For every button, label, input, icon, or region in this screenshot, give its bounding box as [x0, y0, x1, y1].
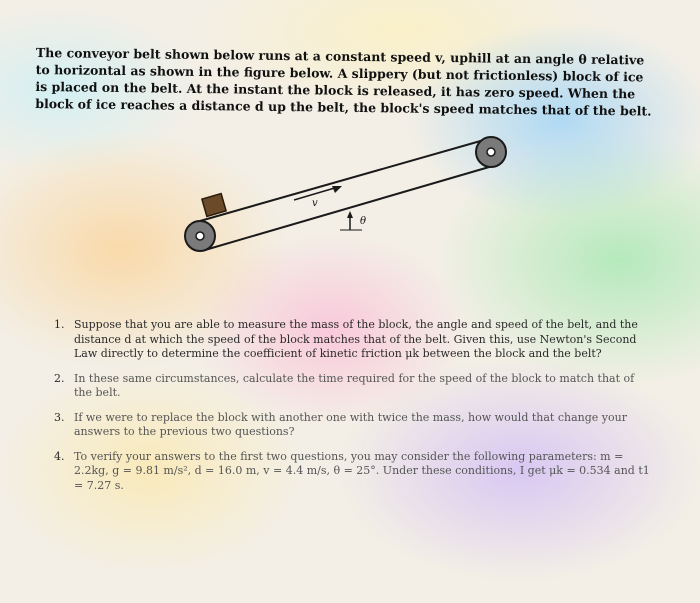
- question-text: In these same circumstances, calculate the time required for the speed of the block to match that of the belt.: [74, 371, 635, 399]
- velocity-label: v: [312, 198, 318, 209]
- question-text: To verify your answers to the first two questions, you may consider the following parameters: m = 2.2kg, g = 9.81 m/s², d = 16.0 m, v = 4.4 m/s, θ = 25°. Under these conditions, I get μk = 0.534 and t1 = 7.27 s.: [74, 449, 650, 492]
- angle-marker: [340, 211, 362, 230]
- question-1: [54, 318, 654, 362]
- question-list: [54, 318, 654, 503]
- question-number: 4.: [54, 449, 65, 463]
- question-text: If we were to replace the block with another one with twice the mass, how would that change your answers to the previous two questions?: [74, 410, 627, 438]
- angle-label: θ: [360, 216, 367, 227]
- question-number: 2.: [54, 371, 65, 385]
- question-number: 1.: [54, 318, 65, 331]
- question-number: 3.: [54, 410, 65, 424]
- lower-pulley: [185, 221, 215, 251]
- question-4: [54, 450, 654, 494]
- question-2: [54, 372, 654, 401]
- ice-block: [202, 194, 226, 217]
- question-3: [54, 411, 654, 440]
- problem-intro: The conveyor belt shown below runs at a constant speed v, uphill at an angle θ relative to horizontal as shown in the figure below. A slippery (but not frictionless) block of ice is placed on the belt. At the instant the block is released, it has zero speed. When the block of ice reaches a distance d up the belt, the block's speed matches that of the belt.: [35, 44, 652, 119]
- question-text: Suppose that you are able to measure the mass of the block, the angle and speed of the belt, and the distance d at which the speed of the block matches that of the belt. Given this, use Newton's Second Law directly to determine the coefficient of kinetic friction μk between the block and the belt?: [74, 318, 638, 360]
- upper-pulley: [476, 137, 506, 167]
